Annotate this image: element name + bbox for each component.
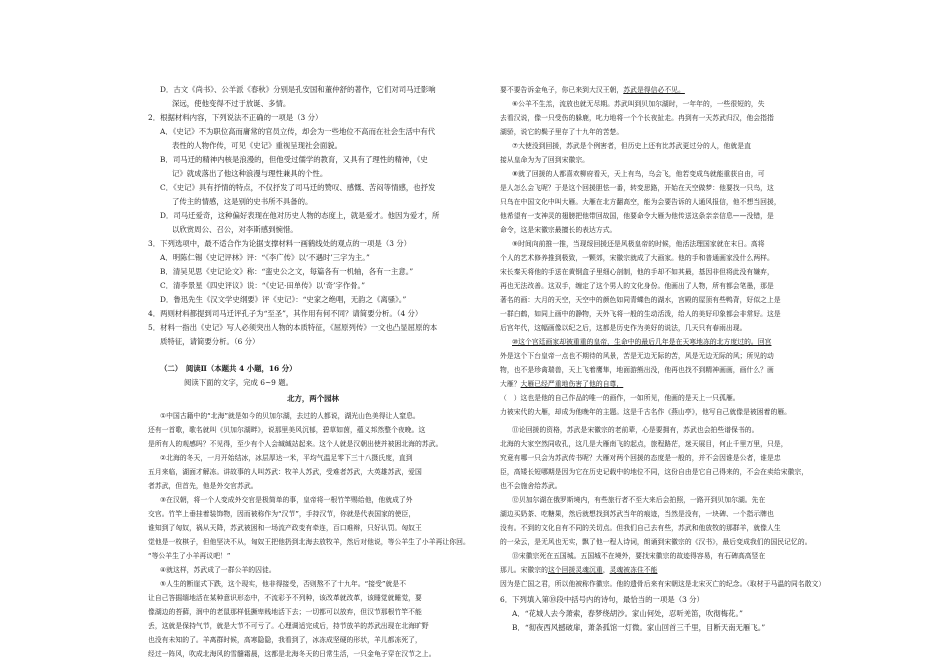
paragraph-8-line: 是人怎么会飞呢？于是这个回援胆怯一番，转变思路，开始在天空做梦：他要找一只鸟，这 [500, 184, 774, 192]
q2-option-b-line1: B．司马迁的精神内核是浪漫的，但他受过儒学的教育，又具有了理性的精神，《史 [160, 155, 428, 164]
paragraph-13-fragment: 那儿。宋徽宗的 [500, 566, 548, 574]
section-heading: （二） 阅读Ⅱ（本题共 4 小题，16 分） [160, 364, 297, 373]
paragraph-8-line: 他希望有一支神灵的翅膀把他带回故国，他要命令大雁为他传送这条亲亲信息——没错，是 [500, 212, 774, 220]
paragraph-3-line: ③在汉朝，将一个人变成外交官是极简单的事，皇帝将一根竹竿赐给他，他就成了外 [160, 496, 413, 504]
paragraph-10-line: （ ）这也是他的自己作品的唯一的画作，一如所见，他画的是天上一只孤雁。 [500, 394, 740, 402]
q3-option-b: B．清吴见思《史记论文》称：“蛮史公之文，每篇各有一机轴，各有一主意。” [160, 267, 414, 276]
paragraph-9-line: 再也无法改善。这双手，缠定了这个男人的文化身份。他画出了人物，所有都会笔墨，那是 [500, 282, 774, 290]
paragraph-4: ④就这样，苏武成了一群公羊的囚徒。 [160, 566, 276, 574]
paragraph-3-line: 交官。竹竿上垂挂着装饰物，因而被称作为“汉节”，手持汉节，你就是代表国家的使臣， [148, 510, 416, 518]
paragraph-5-line: 也没有未知的了。羊离群时候，高寒隐隐，我看到了，冰冻成坚硬的形状，羊儿都冻死了， [148, 636, 422, 644]
question-2: 2．根据材料内容，下列说法不正确的一项是（3 分） [148, 113, 323, 122]
paragraph-2-line: 五月来临，湖面才解冻。讲故事的人叫苏武：牧羊人苏武，受难者苏武，大英雄苏武，爱国 [148, 468, 422, 476]
paragraph-5-tail: 要不要告诉金龟子，你已来到大汉王朝， [500, 86, 624, 94]
paragraph-3-line: “等公羊生了小羊再议吧！” [148, 552, 231, 560]
question-5-line1: 5．材料一指出《史记》写人必须突出人物的本质特征，《屈原列传》一文也凸显屈原的本 [148, 323, 438, 332]
paragraph-8-line: 只鸟在中国文化中叫大雁。大雁在北方翻高空，能为会要告诉的人通风报信，他不想当回援， [500, 198, 781, 206]
paragraph-8-line: 命令，这是宋徽宗最擅长的表达方式。 [500, 226, 617, 234]
paragraph-12-line: 没有。不到的文化自有不同的关切点。但我们自己去有些，苏武和他放牧的那群羊，就像人生 [500, 524, 781, 532]
paragraph-5-continued [500, 83, 685, 97]
paragraph-9-line: 后宫年代，这幅画像以纪之后，这都是历史作为美好的说法，几天只有春雨出现。 [500, 324, 747, 332]
paragraph-10-line [500, 377, 623, 391]
paragraph-5-line: ⑤人生的断崖式下跌，这个现实，他非得接受，否则熬不了十九年。“接受”就是不 [160, 580, 407, 588]
paragraph-9-line: 个人的艺术修养推到极致，一颗郊，宋徽宗就成了大画家。他的手和普通画家没什么两样。 [500, 254, 774, 262]
paragraph-12-line: ⑫贝加尔湖在俄罗斯境内，有些旅行者不至大来后会拍照，一路开到贝加尔湖。先在 [512, 496, 766, 504]
paragraph-5-line: 经过一阵风，吹成北海风的雪髓霜晨，这都是北海冬天的日常生活，一只金龟子穿在汉节之上。 [148, 650, 436, 658]
paragraph-7-line: ⑦大使没到回援，苏武是个例害者，但历史上还有比苏武更过分的人，他就是直 [512, 142, 751, 150]
q2-option-b-line2: 记》就成落出了他这种浪漫与理性兼具的个性。 [172, 169, 328, 178]
paragraph-13-line: 因为是亡国之君，所以他被称作徽宗。他的遗骨后来有宋朝这是北宋灭亡的纪念。（取材于马温的同名散文） [500, 580, 826, 588]
article-title: 北方，两个园林 [287, 394, 339, 403]
underlined-phrase: 灵魂被冻住不能 [609, 566, 658, 574]
q3-option-a: A．明陈仁锡《史记评林》评：“《李广传》以‘不遇时’三字为主。” [160, 253, 370, 262]
paragraph-12-line: 的一朵云，是无风也无实，飘了他一程人诗词，朗诵到宋徽宗的《汉书》，最后变成我们的国民记忆的。 [500, 538, 812, 546]
paragraph-1-line: 是所有人的观感吗？不见得，至少有个人会缄缄站起来。这个人就是汉朝出使并被困北海的苏武。 [148, 440, 443, 448]
paragraph-1-line: 还有一首歌，歌名就叫《贝加尔湖畔》，说那里美风沉郁，碧草如茵，蕴义邦然整个夜晚。这 [148, 426, 426, 434]
q2-option-d-line1: D．司马迁爱奇，这种偏好表现在他对历史人物的态度上，就是爱才。他因为爱才，所 [160, 211, 440, 220]
paragraph-3-line: 谁知到了匈奴，祸从天降，苏武被困和一场流产政变有牵连，百口难辩，只好认罚。匈奴王 [148, 524, 422, 532]
paragraph-6-line: 湖骄，说它的鬓子里存了十九年的苦楚。 [500, 128, 624, 136]
q3-option-c: C．清李景星《四史评议》说：“《史记·田单传》以‘奇’字作骨。” [160, 281, 366, 290]
q1-option-d-line1: D．古文《尚书》、公羊派《春秋》分别是孔安国和董仲舒的著作，它们对司马迁影响 [160, 85, 436, 94]
paragraph-11-line: 究竟有哪一只会为苏武传书呢？大雁对两个回援的态度是一般的，并不会因谁是公者，谁是忠 [500, 454, 781, 462]
paragraph-9-line: 一群白鹤，如同上画中的静物，天外飞将一般的生动活泼，给人的美好印象都会非常好。这是 [500, 310, 781, 318]
question-3: 3．下列选项中，最不适合作为论据支撑材料一画鹤线处的观点的一项是（3 分） [148, 239, 412, 248]
paragraph-9-line: ⑨时间向前推一推，当现绥回援还是风极皇帝的时候，他活法理国家就在末日。高将 [512, 240, 765, 248]
paragraph-6-line: ⑥公羊不生羔，流放也就无尽期。苏武叫到贝加尔湖时，一年年的，一些很短的，失 [512, 100, 765, 108]
paragraph-2-line: 者苏武，但首先，他是外交官苏武。 [148, 482, 258, 490]
q2-option-a-line2: 表性的人物作传，可见《史记》重视呈现社会面貌。 [172, 141, 342, 150]
paragraph-3-line: 觉他是一枚棋子，但他坚决不从，匈奴王把他扔到北海去放牧羊，然后对他说，等公羊生了小羊再让你回。 [148, 538, 470, 546]
reading-instruction: 阅读下面的文字，完成 6~9 题。 [184, 378, 293, 387]
paragraph-9-line: 宋长秦天将他的手送在黄钢盒子里细心剖制，他的手却不如其最，基因非但将此没有嫌弃， [500, 268, 774, 276]
paragraph-5-line: 丢，这就是保持气节，就是大节不可亏了。心理调适完成后，持节放羊的苏武出现在北海旷野 [148, 622, 429, 630]
paragraph-6-line: 去看汉说，像一只受伤的躲鹿，叱力地将一个个长夜扯走。冉到有一天苏武归汉，他会指指 [500, 114, 774, 122]
paragraph-1-line: ①中国古籍中的“北海”就是如今的贝加尔湖，去过的人都说，湖光山色美得让人窒息。 [160, 412, 420, 420]
question-4: 4．两则材料都提到司马迁评孔子为“至圣”，其作用有何不同？请简要分析。（4 分） [148, 309, 423, 318]
paragraph-11-line: ⑪论回援的资格，苏武是宋徽宗的老前辈，心是要拥有，苏武也会拍些谱保书的。 [512, 426, 759, 434]
underlined-phrase: 这个回援灵魂沉重 [547, 566, 603, 574]
paragraph-5-line: 让自己答掘缅地活在某种意识形态中，不流彩予不列种，该改革就改革，该睡觉就睡觉，要 [148, 594, 422, 602]
q2-option-d-line2: 以欣赏周公、召公，对李斯感到惋惜。 [172, 225, 298, 234]
paragraph-2-line: ②北海的冬天，一月开始结冰，冰层厚达一米，平均气温足零下三十八摄氏度，直到 [160, 454, 413, 462]
paragraph-11-line: 也不会施舍给苏武。 [500, 482, 562, 490]
underlined-phrase: 苏武是得信必不见。 [623, 86, 685, 94]
paragraph-11-line: 臣，高矮长短哪期是因为它在历史记载中的地位不同，这份自由是它自己得来的，不会在卖给宋徽宗， [500, 468, 809, 476]
q2-option-c-line1: C．《史记》具有抒情的特点，不仅抒发了司马迁的赞叹、感慨、苦闷等情感，也抒发 [160, 183, 436, 192]
paragraph-10-line: ⑩这个宫廷画家却被重重的皇帝，生命中的最后几年是在天寒地冻的北方度过的。回宫 [512, 338, 772, 346]
q6-option-b: B．“彻夜西风撼破扉，萧条孤馆一灯微。家山回首三千里，目断天南无雁飞。” [512, 623, 766, 632]
paragraph-11-line: 北海的大家空然同收孔，这几是大雁南飞的起点，旅程路茫，迷天展目，何止千里万里，只是， [500, 440, 788, 448]
paragraph-10-fragment: 大雁？ [500, 380, 521, 388]
paragraph-7-line: 接从皇命为为了回到宋徽宗。 [500, 156, 590, 164]
q2-option-c-line2: 了传主的情感，这是别的史书所不具备的。 [172, 197, 313, 206]
q3-option-d: D．鲁迅先生《汉文学史纲要》评《史记》：“史家之绝唱，无韵之《离骚》。” [160, 295, 407, 304]
paragraph-10-line: 外是这个下台皇帝一点也不期待的风景，苦是无边无际的苦，风是无边无际的风；所见的动 [500, 352, 774, 360]
underlined-phrase: 大雁已经严重地伤害了他的自尊， [520, 380, 624, 388]
paragraph-10-line: 力被宋代的大雁，却成为他晚年的主题。这是千古名作《燕山亭》，他写自己就像是被困着的雁。 [500, 408, 792, 416]
paragraph-9-line: 著名的画：大月的天空，天空中的颜色如同青蝶色的湖水，宫殿的屋顶有些鸭背，好似之上是 [500, 296, 781, 304]
q6-option-a: A．“花城人去今萧索，春梦绕胡沙。家山何处，忍听羌笛，吹彻梅花。” [512, 609, 743, 618]
paragraph-5-line: 像湖边的苔藓，润中的老鼠那样低撅卑贱地活下去；一切都可以放弃，但汉节那根竹竿不能 [148, 608, 422, 616]
question-5-line2: 质特征，请简要分析。（6 分） [160, 337, 260, 346]
paragraph-13-line: ⑬宋徽宗死在五国城。五国城不在境外，要找宋徽宗的故迹得容易，有石碑高高竖在 [512, 552, 766, 560]
question-6: 6．下列填入第⑩段中括号内的诗句，最恰当的一项是（3 分） [500, 595, 704, 604]
q2-option-a-line1: A．《史记》不为职位高而庸常的官员立传，却会为一些地位不高而在社会生活中有代 [160, 127, 436, 136]
paragraph-8-line: ⑧就了回援的人都喜欢柳府看天，天上有鸟，乌会飞，他若变成鸟就能重获自由，可 [512, 170, 765, 178]
paragraph-10-line: 物，也不是珍禽瑞兽，天上飞着鹰隼，地面游熊出没，他再也找不到精神画画，画什么？画 [500, 366, 774, 374]
q1-option-d-line2: 深远，使他变得不过于放诞、多情。 [172, 99, 291, 108]
paragraph-12-line: 湖边买奶茶、吃糖果，然后就想找到苏武当年的痕迹，当然是没有，一块碑、一个指示牌也 [500, 510, 774, 518]
paragraph-13-line: 那儿。宋徽宗的这个回援灵魂沉重，灵魂被冻住不能 [500, 566, 658, 574]
